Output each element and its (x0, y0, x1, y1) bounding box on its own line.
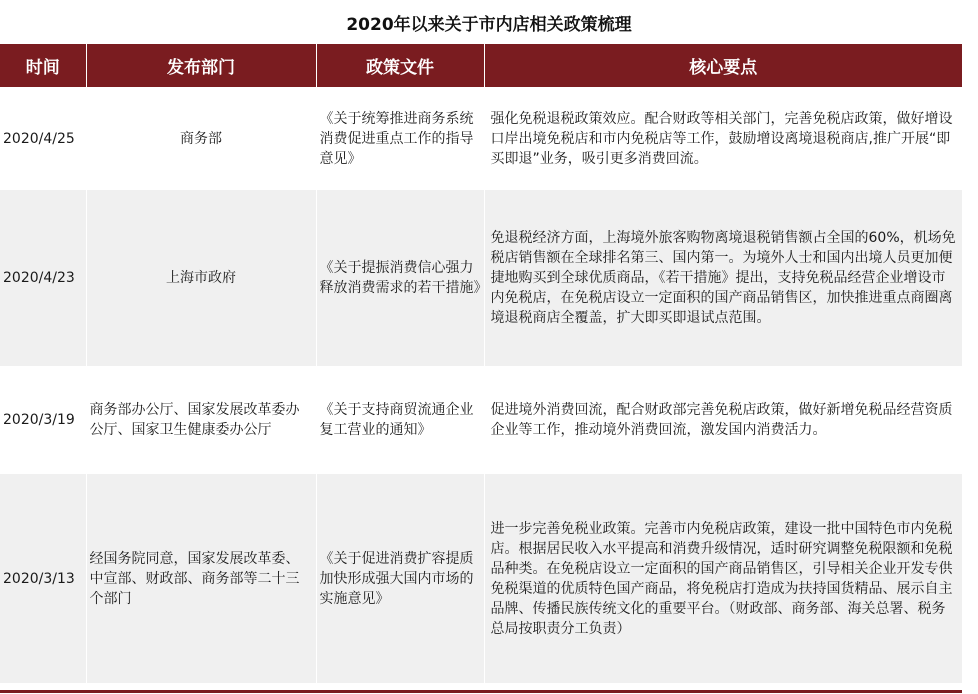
table-header-row (0, 44, 962, 88)
page-title: 2020年以来关于市内店相关政策梳理 (346, 14, 632, 35)
row-date: 2020/3/13 (0, 473, 86, 683)
row-key-points: 进一步完善免税业政策。完善市内免税店政策，建设一批中国特色市内免税店。根据居民收入水平提高和消费升级情况，适时研究调整免税限额和免税品种类。在免税店设立一定面积的国产商品销售区，引导相关企业开发专供免税渠道的优质特色国产商品，将免税店打造成为扶持国货精品、展示自主品牌、传播民族传统文化的重要平台。（财政部、商务部、海关总署、税务总局按职责分工负责） (484, 473, 962, 683)
column-header-department: 发布部门 (86, 44, 316, 88)
row-date: 2020/4/23 (0, 189, 86, 367)
row-key-points: 强化免税退税政策效应。配合财政等相关部门，完善免税店政策，做好增设口岸出境免税店和市内免税店等工作，鼓励增设离境退税商店,推广开展“即买即退”业务，吸引更多消费回流。 (484, 88, 962, 189)
table-row (0, 367, 962, 473)
row-document: 《关于提振消费信心强力释放消费需求的若干措施》 (316, 189, 484, 367)
row-department: 商务部 (86, 88, 316, 189)
row-department: 商务部办公厅、国家发展改革委办公厅、国家卫生健康委办公厅 (86, 367, 316, 473)
row-document: 《关于统筹推进商务系统消费促进重点工作的指导意见》 (316, 88, 484, 189)
column-header-document: 政策文件 (316, 44, 484, 88)
row-department: 上海市政府 (86, 189, 316, 367)
table-row (0, 189, 962, 367)
bottom-rule (0, 690, 962, 693)
row-document: 《关于支持商贸流通企业复工营业的通知》 (316, 367, 484, 473)
row-key-points: 免退税经济方面，上海境外旅客购物离境退税销售额占全国的60%，机场免税店销售额在全球排名第三、国内第一。为境外人士和国内出境人员更加便捷地购买到全球优质商品，《若干措施》提出，支持免税品经营企业增设市内免税店，在免税店设立一定面积的国产商品销售区，加快推进重点商圈离境退税商店全覆盖，扩大即买即退试点范围。 (484, 189, 962, 367)
column-header-date: 时间 (0, 44, 86, 88)
row-date: 2020/4/25 (0, 88, 86, 189)
column-header-key-points: 核心要点 (484, 44, 962, 88)
row-key-points: 促进境外消费回流，配合财政部完善免税店政策，做好新增免税品经营资质企业等工作，推动境外消费回流，激发国内消费活力。 (484, 367, 962, 473)
table-row (0, 88, 962, 189)
row-department: 经国务院同意，国家发展改革委、中宣部、财政部、商务部等二十三个部门 (86, 473, 316, 683)
row-document: 《关于促进消费扩容提质加快形成强大国内市场的实施意见》 (316, 473, 484, 683)
policy-table (0, 44, 962, 683)
row-date: 2020/3/19 (0, 367, 86, 473)
table-row (0, 473, 962, 683)
